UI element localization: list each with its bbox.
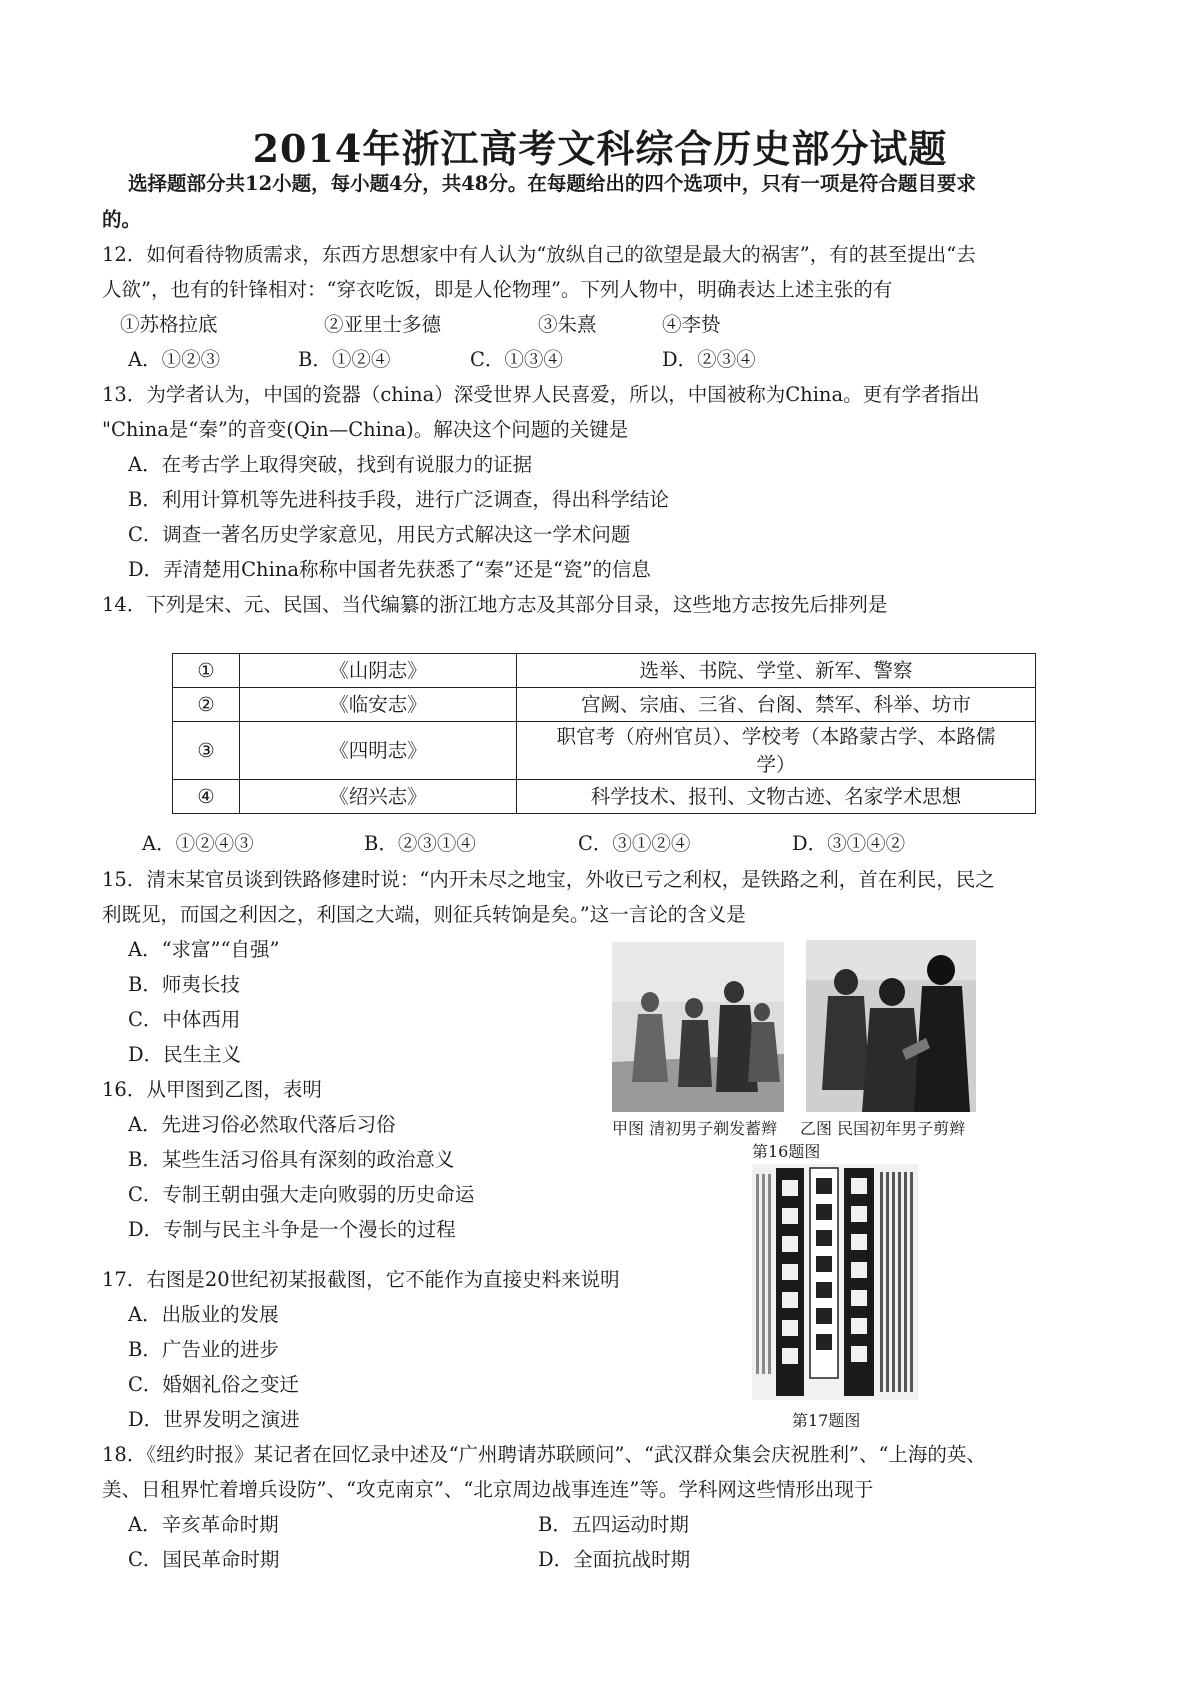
q15-stem-line-1: 15．清末某官员谈到铁路修建时说：“内开未尽之地宝，外收已亏之利权，是铁路之利，首在利民，民之 bbox=[102, 868, 995, 891]
q12-option-b: B．①②④ bbox=[298, 348, 391, 371]
table-cell-content bbox=[517, 722, 1036, 780]
q16-option-d: D．专制与民主斗争是一个漫长的过程 bbox=[128, 1218, 456, 1241]
table-cell-no: ② bbox=[173, 688, 240, 722]
q15-stem-line-2: 利既见，而国之利因之，利国之大端，则征兵转饷是矣。”这一言论的含义是 bbox=[102, 903, 746, 926]
q17-option-c: C．婚姻礼俗之变迁 bbox=[128, 1373, 299, 1396]
q13-stem-line-1: 13．为学者认为，中国的瓷器（china）深受世界人民喜爱，所以，中国被称为China。更有学者指出 bbox=[102, 383, 980, 406]
q17-option-a: A．出版业的发展 bbox=[128, 1303, 279, 1326]
q18-option-d: D．全面抗战时期 bbox=[538, 1548, 691, 1571]
q14-option-c: C．③①②④ bbox=[578, 832, 691, 855]
q13-option-b: B．利用计算机等先进科技手段，进行广泛调查，得出科学结论 bbox=[128, 488, 669, 511]
table-cell-no: ③ bbox=[173, 722, 240, 780]
q16-option-c: C．专制王朝由强大走向败弱的历史命运 bbox=[128, 1183, 475, 1206]
q12-option-d: D．②③④ bbox=[662, 348, 756, 371]
q17-option-d: D．世界发明之演进 bbox=[128, 1408, 300, 1431]
gazetteer-table bbox=[172, 653, 1036, 814]
fig-a-caption: 甲图 清初男子剃发蓄辫 bbox=[612, 1119, 778, 1138]
q13-option-c: C．调查一著名历史学家意见，用民方式解决这一学术问题 bbox=[128, 523, 631, 546]
intro-line-2: 的。 bbox=[102, 208, 142, 231]
fig-a-photo bbox=[612, 942, 784, 1112]
fig16-caption: 第16题图 bbox=[752, 1142, 821, 1161]
q13-stem-line-2: "China是“秦”的音变(Qin—China)。解决这个问题的关键是 bbox=[102, 418, 629, 441]
q16-stem-line-1: 16．从甲图到乙图，表明 bbox=[102, 1078, 322, 1101]
page-title: 2014年浙江高考文科综合历史部分试题 bbox=[252, 126, 948, 171]
table-cell-name: 《临安志》 bbox=[240, 688, 517, 722]
q18-option-b: B．五四运动时期 bbox=[538, 1513, 689, 1536]
q17-option-b: B．广告业的进步 bbox=[128, 1338, 279, 1361]
table-row bbox=[173, 688, 1036, 722]
q17-stem-line-1: 17．右图是20世纪初某报截图，它不能作为直接史料来说明 bbox=[102, 1268, 620, 1291]
fig17-newspaper bbox=[752, 1164, 918, 1400]
fig-b-photo bbox=[806, 940, 976, 1112]
table-cell-content-line-1: 职官考（府州官员）、学校考（本路蒙古学、本路儒 bbox=[556, 724, 996, 748]
q12-option-a: A．①②③ bbox=[128, 348, 221, 371]
q12-stem-line-1: 12．如何看待物质需求，东西方思想家中有人认为“放纵自己的欲望是最大的祸害”，有的甚至提出“去 bbox=[102, 243, 976, 266]
table-row bbox=[173, 780, 1036, 814]
q15-option-c: C．中体西用 bbox=[128, 1008, 241, 1031]
q18-stem-line-1: 18．《纽约时报》某记者在回忆录中述及“广州聘请苏联顾问”、“武汉群众集会庆祝胜利”、“上海的英、 bbox=[102, 1443, 986, 1466]
q15-option-d: D．民生主义 bbox=[128, 1043, 242, 1066]
q18-stem-line-2: 美、日租界忙着增兵设防”、“攻克南京”、“北京周边战事连连”等。学科网这些情形出现于 bbox=[102, 1478, 874, 1501]
q12-stem-line-2: 人欲”，也有的针锋相对：“穿衣吃饭，即是人伦物理”。下列人物中，明确表达上述主张的有 bbox=[102, 278, 893, 301]
q16-option-b: B．某些生活习俗具有深刻的政治意义 bbox=[128, 1148, 455, 1171]
table-row bbox=[173, 722, 1036, 780]
q15-option-a: A．“求富”“自强” bbox=[128, 938, 280, 961]
table-cell-content: 选举、书院、学堂、新军、警察 bbox=[517, 654, 1036, 688]
table-cell-no: ④ bbox=[173, 780, 240, 814]
q14-stem-line-1: 14．下列是宋、元、民国、当代编纂的浙江地方志及其部分目录，这些地方志按先后排列是 bbox=[102, 593, 888, 616]
q15-option-b: B．师夷长技 bbox=[128, 973, 240, 996]
intro-line-1: 选择题部分共12小题，每小题4分，共48分。在每题给出的四个选项中，只有一项是符合题目要求 bbox=[128, 172, 976, 195]
table-cell-name: 《四明志》 bbox=[240, 722, 517, 780]
table-row bbox=[173, 654, 1036, 688]
q12-option-c: C．①③④ bbox=[470, 348, 563, 371]
q18-option-c: C．国民革命时期 bbox=[128, 1548, 280, 1571]
q16-option-a: A．先进习俗必然取代落后习俗 bbox=[128, 1113, 396, 1136]
q12-item-2: ②亚里士多德 bbox=[324, 313, 442, 336]
q13-option-d: D．弄清楚用China称称中国者先获悉了“秦”还是“瓷”的信息 bbox=[128, 558, 651, 581]
q12-item-1: ①苏格拉底 bbox=[120, 313, 218, 336]
q13-option-a: A．在考古学上取得突破，找到有说服力的证据 bbox=[128, 453, 533, 476]
q14-option-a: A．①②④③ bbox=[142, 832, 254, 855]
q14-option-b: B．②③①④ bbox=[364, 832, 476, 855]
table-cell-no: ① bbox=[173, 654, 240, 688]
q12-item-4: ④李贽 bbox=[662, 313, 721, 336]
fig-b-caption: 乙图 民国初年男子剪辫 bbox=[800, 1119, 966, 1138]
table-cell-name: 《山阴志》 bbox=[240, 654, 517, 688]
fig17-caption: 第17题图 bbox=[792, 1411, 861, 1430]
table-cell-content-line-2: 学） bbox=[756, 752, 796, 776]
q18-option-a: A．辛亥革命时期 bbox=[128, 1513, 279, 1536]
table-cell-content: 科学技术、报刊、文物古迹、名家学术思想 bbox=[517, 780, 1036, 814]
table-cell-content: 宫阙、宗庙、三省、台阁、禁军、科举、坊市 bbox=[517, 688, 1036, 722]
q14-option-d: D．③①④② bbox=[792, 832, 906, 855]
q12-item-3: ③朱熹 bbox=[538, 313, 597, 336]
table-cell-name: 《绍兴志》 bbox=[240, 780, 517, 814]
